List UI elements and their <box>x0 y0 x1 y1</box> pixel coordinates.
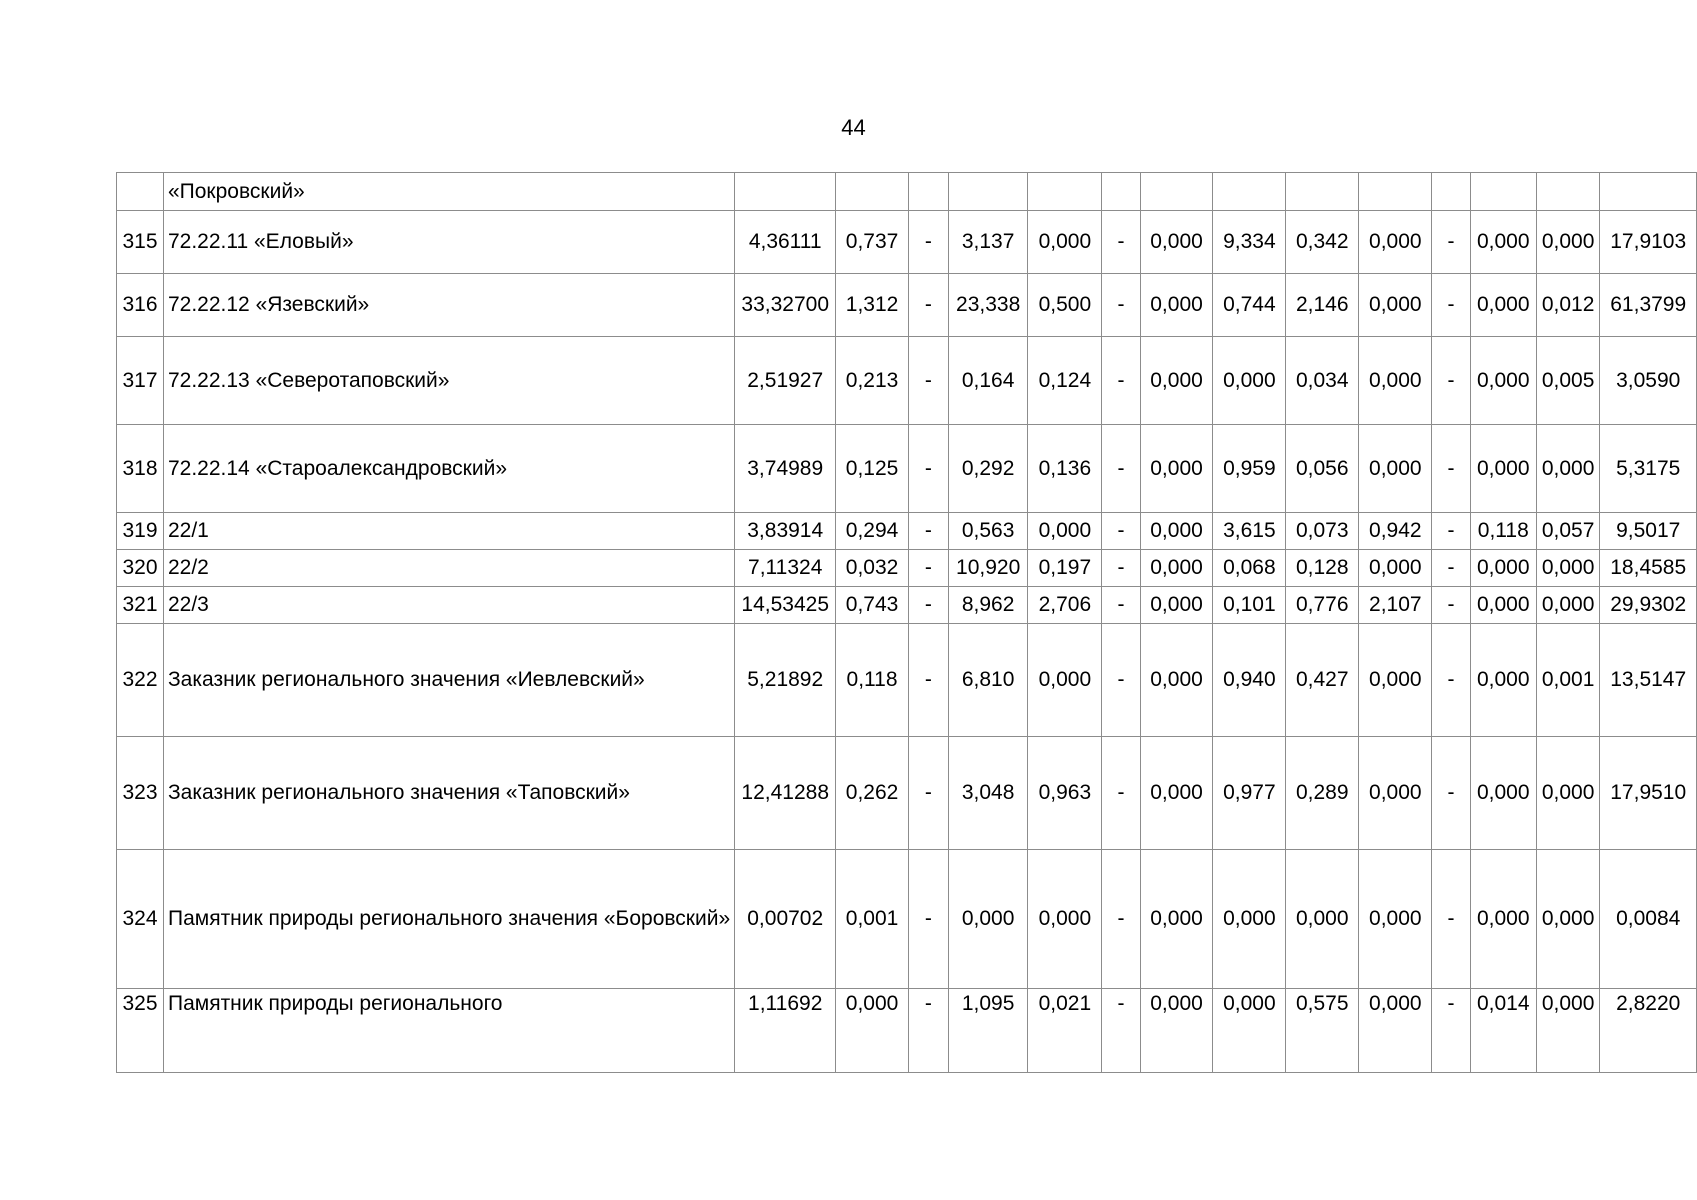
total-value-cell: 2,8220 <box>1600 989 1697 1073</box>
value-cell <box>948 173 1027 211</box>
table-row <box>117 211 1697 274</box>
total-value-cell: 29,9302 <box>1600 587 1697 624</box>
value-cell <box>1470 173 1536 211</box>
value-cell: 23,338 <box>948 274 1027 337</box>
value-cell: 8,962 <box>948 587 1027 624</box>
object-name-cell: 22/2 <box>163 550 734 587</box>
value-cell: - <box>908 624 948 737</box>
table-row <box>117 337 1697 425</box>
value-cell: 0,000 <box>1028 850 1102 989</box>
row-number-cell: 316 <box>117 274 164 337</box>
object-name-cell: Памятник природы регионального значения «Боровский» <box>163 850 734 989</box>
value-cell: 0,000 <box>1213 337 1286 425</box>
value-cell: 0,000 <box>1470 737 1536 850</box>
value-cell: 0,000 <box>1213 989 1286 1073</box>
value-cell: 0,737 <box>836 211 908 274</box>
value-cell: 0,068 <box>1213 550 1286 587</box>
value-cell <box>1140 173 1213 211</box>
value-cell: - <box>908 274 948 337</box>
value-cell <box>1213 173 1286 211</box>
object-name-cell: 72.22.13 «Северотаповский» <box>163 337 734 425</box>
value-cell: 0,000 <box>1470 850 1536 989</box>
value-cell: - <box>1102 337 1140 425</box>
total-value-cell: 9,5017 <box>1600 513 1697 550</box>
value-cell: - <box>1102 737 1140 850</box>
value-cell: 4,36111 <box>735 211 836 274</box>
row-number-cell: 318 <box>117 425 164 513</box>
total-value-cell: 0,0084 <box>1600 850 1697 989</box>
value-cell: 0,000 <box>1359 850 1432 989</box>
object-name-cell: 22/3 <box>163 587 734 624</box>
page-number: 44 <box>841 115 866 140</box>
value-cell <box>1432 173 1470 211</box>
row-number-cell: 317 <box>117 337 164 425</box>
value-cell: 0,000 <box>1470 550 1536 587</box>
value-cell: - <box>1102 425 1140 513</box>
value-cell <box>836 173 908 211</box>
value-cell: 2,107 <box>1359 587 1432 624</box>
value-cell: 0,000 <box>1140 587 1213 624</box>
value-cell: 0,959 <box>1213 425 1286 513</box>
value-cell: 0,000 <box>1470 274 1536 337</box>
value-cell: 14,53425 <box>735 587 836 624</box>
value-cell: 2,51927 <box>735 337 836 425</box>
value-cell: 3,83914 <box>735 513 836 550</box>
value-cell: - <box>1432 737 1470 850</box>
value-cell: 0,000 <box>1028 513 1102 550</box>
value-cell: 0,032 <box>836 550 908 587</box>
total-value-cell: 17,9510 <box>1600 737 1697 850</box>
value-cell: 1,312 <box>836 274 908 337</box>
value-cell: 0,000 <box>1536 737 1600 850</box>
value-cell: - <box>908 989 948 1073</box>
value-cell: 0,000 <box>1536 587 1600 624</box>
value-cell: - <box>1102 989 1140 1073</box>
value-cell: 0,000 <box>1213 850 1286 989</box>
value-cell <box>1102 173 1140 211</box>
value-cell: 0,575 <box>1286 989 1359 1073</box>
value-cell: - <box>908 337 948 425</box>
value-cell: 0,500 <box>1028 274 1102 337</box>
value-cell: - <box>908 550 948 587</box>
value-cell: 0,000 <box>836 989 908 1073</box>
value-cell: - <box>1432 850 1470 989</box>
row-number-cell: 323 <box>117 737 164 850</box>
table-row <box>117 513 1697 550</box>
value-cell: 0,000 <box>1140 337 1213 425</box>
value-cell: 0,000 <box>1140 425 1213 513</box>
value-cell: 0,000 <box>1536 550 1600 587</box>
value-cell: 0,000 <box>1359 989 1432 1073</box>
value-cell <box>1359 173 1432 211</box>
row-number-cell: 325 <box>117 989 164 1073</box>
value-cell: 0,940 <box>1213 624 1286 737</box>
object-name-cell: 72.22.11 «Еловый» <box>163 211 734 274</box>
object-name-cell: Памятник природы регионального <box>163 989 734 1073</box>
value-cell: 0,005 <box>1536 337 1600 425</box>
value-cell: 0,776 <box>1286 587 1359 624</box>
table-row <box>117 737 1697 850</box>
value-cell: 0,213 <box>836 337 908 425</box>
value-cell: 0,073 <box>1286 513 1359 550</box>
table-row <box>117 624 1697 737</box>
value-cell: - <box>1432 211 1470 274</box>
value-cell: 0,034 <box>1286 337 1359 425</box>
value-cell: 0,000 <box>1028 211 1102 274</box>
value-cell: 0,000 <box>1536 989 1600 1073</box>
object-name-cell: 72.22.12 «Язевский» <box>163 274 734 337</box>
value-cell: 10,920 <box>948 550 1027 587</box>
value-cell: 0,125 <box>836 425 908 513</box>
total-value-cell: 5,3175 <box>1600 425 1697 513</box>
value-cell: 0,744 <box>1213 274 1286 337</box>
value-cell: - <box>1432 337 1470 425</box>
value-cell: - <box>908 737 948 850</box>
table-row <box>117 274 1697 337</box>
value-cell: 6,810 <box>948 624 1027 737</box>
value-cell: 0,136 <box>1028 425 1102 513</box>
value-cell: 0,000 <box>1140 274 1213 337</box>
value-cell: 0,000 <box>1140 989 1213 1073</box>
value-cell: 0,000 <box>1470 425 1536 513</box>
value-cell: 0,118 <box>1470 513 1536 550</box>
value-cell: 0,000 <box>1140 737 1213 850</box>
object-name-cell: Заказник регионального значения «Таповский» <box>163 737 734 850</box>
value-cell <box>1286 173 1359 211</box>
value-cell: - <box>1102 587 1140 624</box>
value-cell: 0,289 <box>1286 737 1359 850</box>
value-cell: 0,00702 <box>735 850 836 989</box>
value-cell: 1,11692 <box>735 989 836 1073</box>
value-cell: - <box>1432 989 1470 1073</box>
total-value-cell <box>1600 173 1697 211</box>
value-cell: 0,000 <box>1140 513 1213 550</box>
value-cell: 3,74989 <box>735 425 836 513</box>
value-cell: 0,292 <box>948 425 1027 513</box>
row-number-cell: 320 <box>117 550 164 587</box>
value-cell: - <box>908 211 948 274</box>
value-cell: 0,000 <box>1359 274 1432 337</box>
table-row <box>117 850 1697 989</box>
value-cell: 0,001 <box>1536 624 1600 737</box>
value-cell: 2,146 <box>1286 274 1359 337</box>
value-cell: 0,942 <box>1359 513 1432 550</box>
value-cell: - <box>1102 624 1140 737</box>
value-cell: 0,057 <box>1536 513 1600 550</box>
value-cell: - <box>1432 425 1470 513</box>
value-cell: - <box>1432 624 1470 737</box>
value-cell: 0,000 <box>1286 850 1359 989</box>
value-cell: 0,000 <box>1470 337 1536 425</box>
table-row <box>117 550 1697 587</box>
value-cell: - <box>1102 513 1140 550</box>
value-cell: 0,000 <box>1470 624 1536 737</box>
value-cell: - <box>908 587 948 624</box>
value-cell: 0,001 <box>836 850 908 989</box>
value-cell: 1,095 <box>948 989 1027 1073</box>
value-cell: 0,294 <box>836 513 908 550</box>
value-cell: 0,000 <box>1028 624 1102 737</box>
table-row <box>117 425 1697 513</box>
value-cell: 0,000 <box>1470 587 1536 624</box>
value-cell: 7,11324 <box>735 550 836 587</box>
value-cell: - <box>1102 550 1140 587</box>
value-cell: 0,262 <box>836 737 908 850</box>
value-cell <box>1536 173 1600 211</box>
total-value-cell: 3,0590 <box>1600 337 1697 425</box>
value-cell: 3,615 <box>1213 513 1286 550</box>
value-cell: 0,000 <box>1359 337 1432 425</box>
value-cell: 0,014 <box>1470 989 1536 1073</box>
value-cell: - <box>908 425 948 513</box>
value-cell: 0,000 <box>1359 624 1432 737</box>
value-cell: - <box>908 850 948 989</box>
value-cell <box>735 173 836 211</box>
value-cell: 0,000 <box>948 850 1027 989</box>
value-cell: 33,32700 <box>735 274 836 337</box>
value-cell <box>908 173 948 211</box>
value-cell: 0,563 <box>948 513 1027 550</box>
value-cell: 0,128 <box>1286 550 1359 587</box>
value-cell: 0,000 <box>1359 425 1432 513</box>
value-cell: 12,41288 <box>735 737 836 850</box>
value-cell: 0,124 <box>1028 337 1102 425</box>
value-cell: - <box>1432 550 1470 587</box>
value-cell: - <box>1432 587 1470 624</box>
value-cell: 5,21892 <box>735 624 836 737</box>
value-cell: 3,137 <box>948 211 1027 274</box>
row-number-cell: 319 <box>117 513 164 550</box>
total-value-cell: 13,5147 <box>1600 624 1697 737</box>
value-cell: 0,197 <box>1028 550 1102 587</box>
object-name-cell: 72.22.14 «Староалександровский» <box>163 425 734 513</box>
value-cell: 0,427 <box>1286 624 1359 737</box>
row-number-cell: 324 <box>117 850 164 989</box>
value-cell: 0,000 <box>1536 211 1600 274</box>
value-cell: 0,000 <box>1140 550 1213 587</box>
value-cell: 3,048 <box>948 737 1027 850</box>
value-cell: 0,000 <box>1140 850 1213 989</box>
value-cell: - <box>1102 274 1140 337</box>
table-row <box>117 173 1697 211</box>
total-value-cell: 17,9103 <box>1600 211 1697 274</box>
total-value-cell: 18,4585 <box>1600 550 1697 587</box>
value-cell: - <box>1102 850 1140 989</box>
value-cell: 0,021 <box>1028 989 1102 1073</box>
value-cell: 0,000 <box>1359 211 1432 274</box>
value-cell: 0,000 <box>1140 211 1213 274</box>
row-number-cell: 322 <box>117 624 164 737</box>
value-cell: 0,164 <box>948 337 1027 425</box>
value-cell: 0,012 <box>1536 274 1600 337</box>
value-cell: 0,000 <box>1536 850 1600 989</box>
value-cell: 0,977 <box>1213 737 1286 850</box>
table-row <box>117 989 1697 1073</box>
object-name-cell: 22/1 <box>163 513 734 550</box>
value-cell: 0,101 <box>1213 587 1286 624</box>
data-table <box>116 172 1697 1073</box>
value-cell: 9,334 <box>1213 211 1286 274</box>
value-cell: - <box>1432 513 1470 550</box>
value-cell: 0,000 <box>1359 550 1432 587</box>
value-cell: 0,000 <box>1470 211 1536 274</box>
value-cell: 0,056 <box>1286 425 1359 513</box>
value-cell: 0,963 <box>1028 737 1102 850</box>
row-number-cell: 321 <box>117 587 164 624</box>
object-name-cell: «Покровский» <box>163 173 734 211</box>
value-cell: - <box>1102 211 1140 274</box>
row-number-cell: 315 <box>117 211 164 274</box>
value-cell: 0,000 <box>1536 425 1600 513</box>
value-cell: - <box>908 513 948 550</box>
value-cell: 0,342 <box>1286 211 1359 274</box>
value-cell <box>1028 173 1102 211</box>
table-body <box>117 173 1697 1073</box>
value-cell: 0,743 <box>836 587 908 624</box>
value-cell: 0,118 <box>836 624 908 737</box>
value-cell: - <box>1432 274 1470 337</box>
table-row <box>117 587 1697 624</box>
value-cell: 0,000 <box>1359 737 1432 850</box>
value-cell: 0,000 <box>1140 624 1213 737</box>
total-value-cell: 61,3799 <box>1600 274 1697 337</box>
value-cell: 2,706 <box>1028 587 1102 624</box>
row-number-cell <box>117 173 164 211</box>
object-name-cell: Заказник регионального значения «Иевлевский» <box>163 624 734 737</box>
